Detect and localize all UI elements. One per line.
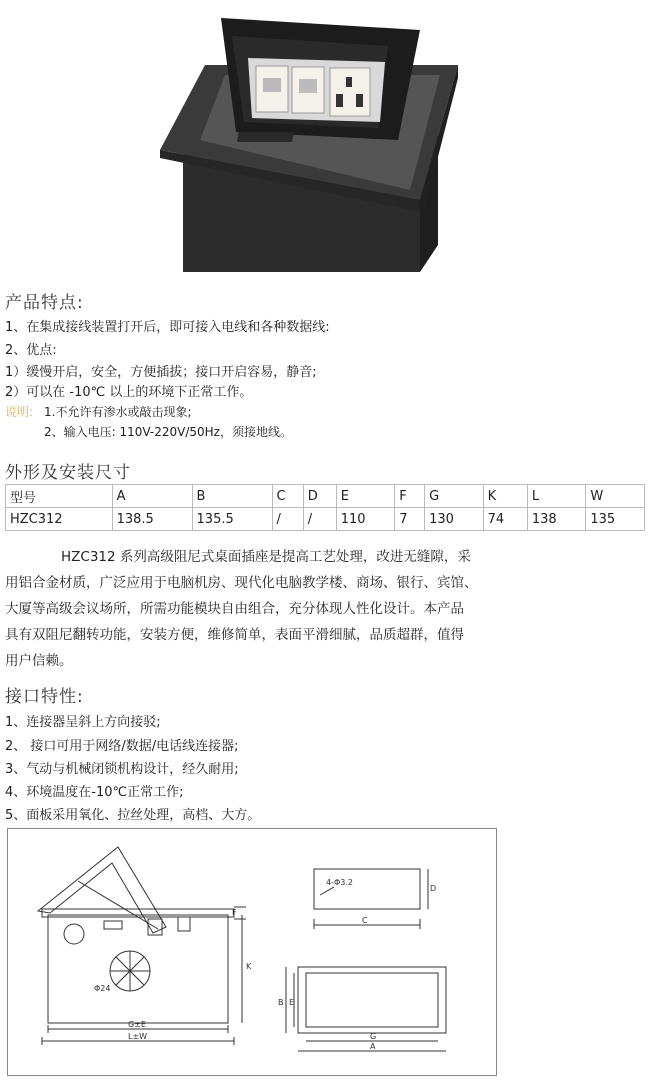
- label-c: C: [362, 916, 368, 925]
- features-line: 2）可以在 -10℃ 以上的环境下正常工作。: [5, 385, 253, 400]
- table-cell: 130: [425, 508, 484, 531]
- table-header-cell: W: [586, 485, 645, 508]
- description: [5, 544, 645, 674]
- interface-line: 5、面板采用氧化、拉丝处理，高档、大方。: [5, 808, 261, 823]
- note-line: 2、输入电压: 110V-220V/50Hz，须接地线。: [44, 425, 292, 439]
- features-title: 产品特点:: [5, 293, 84, 313]
- table-cell: 138: [527, 508, 586, 531]
- description-line: 用铝合金材质，广泛应用于电脑机房、现代化电脑教学楼、商场、银行、宾馆、: [5, 575, 478, 591]
- label-g: G: [370, 1032, 377, 1041]
- table-cell: 138.5: [112, 508, 192, 531]
- product-photo: [0, 0, 654, 280]
- label-hole: 4-Φ3.2: [326, 878, 353, 887]
- technical-drawing: [7, 828, 497, 1076]
- dimensions-title: 外形及安装尺寸: [5, 463, 131, 483]
- table-cell: HZC312: [6, 508, 113, 531]
- table-header-cell: K: [483, 485, 527, 508]
- dimensions-table: [5, 484, 645, 531]
- note-line: 1.不允许有渗水或敲击现象;: [44, 405, 192, 419]
- table-header-cell: D: [303, 485, 336, 508]
- label-k: K: [246, 962, 252, 971]
- table-header-cell: L: [527, 485, 586, 508]
- table-header-row: [6, 485, 645, 508]
- label-lw: L±W: [128, 1032, 148, 1041]
- description-line: HZC312 系列高级阻尼式桌面插座是提高工艺处理，改进无缝隙，采: [61, 549, 471, 565]
- table-cell: 7: [395, 508, 425, 531]
- label-d: D: [430, 884, 437, 893]
- table-cell: /: [272, 508, 303, 531]
- label-e: E: [289, 998, 295, 1007]
- table-cell: 135: [586, 508, 645, 531]
- features-line: 2、优点:: [5, 343, 57, 358]
- label-f: F: [232, 908, 237, 917]
- label-b: B: [278, 998, 284, 1007]
- description-line: 具有双阻尼翻转功能，安装方便，维修简单，表面平滑细腻，品质超群，值得: [5, 627, 464, 643]
- features-line: 1、在集成接线装置打开后，即可接入电线和各种数据线:: [5, 320, 330, 335]
- table-cell: /: [303, 508, 336, 531]
- table-header-cell: C: [272, 485, 303, 508]
- interface-line: 1、连接器呈斜上方向接驳;: [5, 715, 161, 730]
- table-cell: 74: [483, 508, 527, 531]
- table-header-cell: E: [336, 485, 395, 508]
- interface-line: 4、环境温度在-10℃正常工作;: [5, 785, 184, 800]
- table-header-cell: A: [112, 485, 192, 508]
- interface-line: 3、气动与机械闭锁机构设计，经久耐用;: [5, 762, 239, 777]
- note-label: 说明:: [5, 405, 34, 419]
- description-line: 用户信赖。: [5, 653, 73, 669]
- drawing-svg: [8, 829, 496, 1075]
- table-header-cell: B: [192, 485, 272, 508]
- table-cell: 110: [336, 508, 395, 531]
- label-a: A: [370, 1042, 376, 1051]
- table-header-cell: G: [425, 485, 484, 508]
- label-ge: G±E: [128, 1020, 146, 1029]
- table-header-cell: F: [395, 485, 425, 508]
- features-line: 1）缓慢开启，安全，方便插拔；接口开启容易，静音;: [5, 365, 317, 380]
- label-phi: Φ24: [94, 984, 111, 993]
- table-row: [6, 508, 645, 531]
- table-cell: 135.5: [192, 508, 272, 531]
- interface-line: 2、 接口可用于网络/数据/电话线连接器;: [5, 739, 239, 754]
- table-header-cell: 型号: [6, 485, 113, 508]
- interface-title: 接口特性:: [5, 687, 84, 707]
- description-line: 大厦等高级会议场所，所需功能模块自由组合，充分体现人性化设计。本产品: [5, 601, 464, 617]
